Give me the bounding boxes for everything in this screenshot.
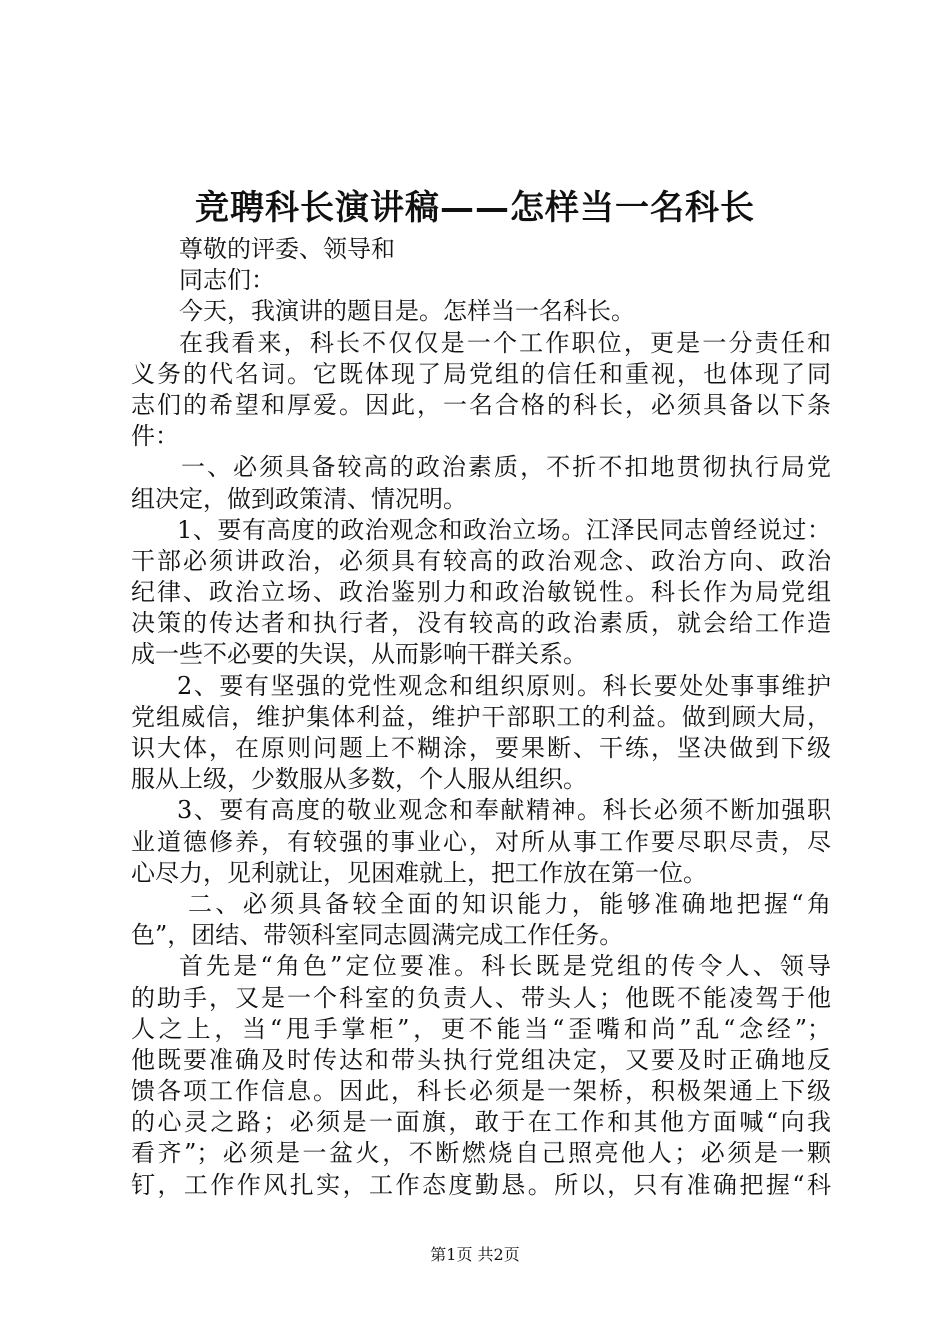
text-line: 志们的希望和厚爱。因此，一名合格的科长，必须具备以下条 xyxy=(131,390,831,419)
text-line: 组决定，做到政策清、情况明。 xyxy=(131,484,467,513)
text-line: 业道德修养，有较强的事业心，对所从事工作要尽职尽责，尽 xyxy=(131,827,831,856)
text-line: 服从上级，少数服从多数，个人服从组织。 xyxy=(131,765,587,794)
text-line: 今天，我演讲的题目是。怎样当一名科长。 xyxy=(179,297,635,326)
text-line: 他既要准确及时传达和带头执行党组决定，又要及时正确地反 xyxy=(131,1045,831,1074)
text-line: 决策的传达者和执行者，没有较高的政治素质，就会给工作造 xyxy=(131,609,831,638)
text-line: 件： xyxy=(131,422,179,451)
document-body xyxy=(131,234,831,1201)
text-line: 二、必须具备较全面的知识能力，能够准确地把握“角 xyxy=(188,889,831,918)
text-line: 党组威信，维护集体利益，维护干部职工的利益。做到顾大局， xyxy=(131,702,831,731)
text-line: 纪律、政治立场、政治鉴别力和政治敏锐性。科长作为局党组 xyxy=(131,578,831,607)
text-line: 干部必须讲政治，必须具有较高的政治观念、政治方向、政治 xyxy=(131,546,831,575)
text-line: 色”，团结、带领科室同志圆满完成工作任务。 xyxy=(131,921,624,950)
text-line: 尊敬的评委、领导和 xyxy=(179,235,395,263)
text-line: 看齐”；必须是一盆火，不断燃烧自己照亮他人；必须是一颗 xyxy=(131,1139,831,1168)
text-line: 在我看来，科长不仅仅是一个工作职位，更是一分责任和 xyxy=(179,328,831,357)
page-footer: 第1页 共2页 xyxy=(430,1245,520,1264)
text-line: 义务的代名词。它既体现了局党组的信任和重视，也体现了同 xyxy=(131,359,831,388)
text-line: 成一些不必要的失误，从而影响干群关系。 xyxy=(131,640,587,669)
text-line: 心尽力，见利就让，见困难就上，把工作放在第一位。 xyxy=(131,858,707,887)
text-line: 馈各项工作信息。因此，科长必须是一架桥，积极架通上下级 xyxy=(131,1077,831,1106)
text-line: 识大体，在原则问题上不糊涂，要果断、干练，坚决做到下级 xyxy=(131,734,831,762)
document-title: 竞聘科长演讲稿——怎样当一名科长 xyxy=(195,188,755,228)
text-line: 首先是“角色”定位要准。科长既是党组的传令人、领导 xyxy=(179,952,831,981)
text-line: 同志们： xyxy=(179,266,275,295)
text-line: 2、要有坚强的党性观念和组织原则。科长要处处事事维护 xyxy=(177,671,831,700)
text-line: 的心灵之路；必须是一面旗，敢于在工作和其他方面喊“向我 xyxy=(131,1108,831,1137)
text-line: 1、要有高度的政治观念和政治立场。江泽民同志曾经说过： xyxy=(177,515,831,544)
text-line: 钉，工作作风扎实，工作态度勤恳。所以，只有准确把握“科 xyxy=(131,1170,831,1199)
text-line: 的助手，又是一个科室的负责人、带头人；他既不能凌驾于他 xyxy=(131,983,831,1012)
text-line: 一、必须具备较高的政治素质，不折不扣地贯彻执行局党 xyxy=(181,453,831,482)
text-line: 3、要有高度的敬业观念和奉献精神。科长必须不断加强职 xyxy=(177,796,831,825)
text-line: 人之上，当“甩手掌柜”，更不能当“歪嘴和尚”乱“念经”； xyxy=(131,1014,831,1043)
